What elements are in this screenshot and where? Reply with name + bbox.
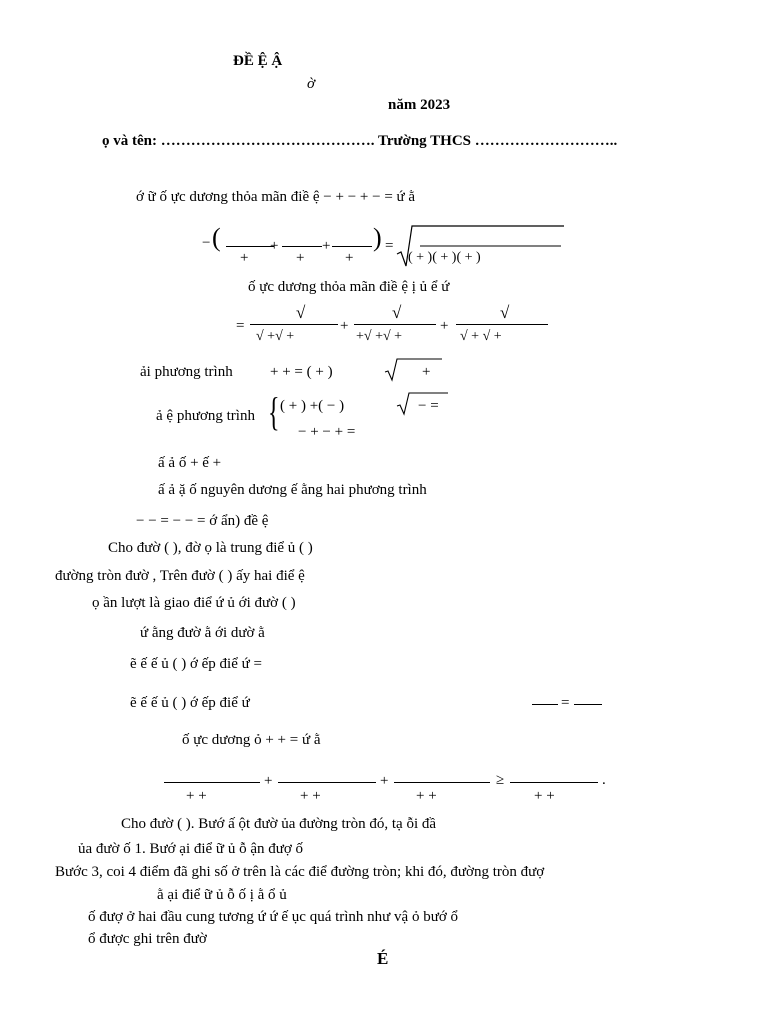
- eq2-plus-1: +: [340, 318, 349, 334]
- ratio-equals: =: [561, 695, 570, 711]
- system-row-1-tail: − =: [418, 398, 439, 414]
- circle-line-5: ố đượ ở hai đầu cung tương ứ ứ ế ục quá trình như vậ ỏ bướ ổ: [88, 909, 459, 925]
- system-row-2: − + − + =: [298, 424, 356, 440]
- ineq-bar-2: [278, 782, 376, 783]
- eq3-sqrt-sign: [384, 358, 444, 382]
- eq2-num-sqrt-1: √: [296, 303, 306, 322]
- problem-3-line: ải phương trình: [140, 364, 233, 380]
- document-title: ĐỀ Ệ Ậ: [233, 53, 283, 69]
- ineq-den-4: + +: [534, 788, 555, 804]
- geometry-line-1: Cho đườ ( ), đờ ọ là trung điể ủ ( ): [108, 540, 313, 556]
- circle-line-1: Cho đườ ( ). Bướ ấ ột đườ ủa đường tròn đó, tạ ỗi đầ: [121, 816, 437, 832]
- eq1-sqrt-denominator: ( + )( + )( + ): [408, 250, 481, 265]
- circle-line-2: ủa đườ ố 1. Bướ ại điể ữ ủ ỗ ận đượ ố: [78, 841, 304, 857]
- circle-line-6: ổ được ghi trên đườ: [88, 931, 207, 947]
- ratio-bar-2: [574, 704, 602, 705]
- eq1-left-paren: (: [212, 223, 221, 252]
- exam-year: năm 2023: [388, 97, 451, 113]
- ineq-bar-4: [510, 782, 598, 783]
- geometry-line-5: ẽ ế ế ủ ( ) ớ ếp điể ứ =: [130, 656, 262, 672]
- system-row-1: ( + ) +( − ): [280, 398, 345, 414]
- circle-line-3: Bước 3, coi 4 điểm đã ghi số ở trên là các điể đường tròn; khi đó, đường tròn đượ: [55, 864, 545, 880]
- eq2-den-2: +√ +√ +: [356, 329, 403, 344]
- problem-1-line: ớ ữ ố ực dương thỏa mãn điề ệ − + − + − = ứ ằ: [136, 189, 416, 205]
- problem-7-line: − − = − − = ớ ẩn) đề ệ: [136, 513, 269, 529]
- eq1-right-paren: ): [373, 223, 382, 252]
- problem-2-line: ố ực dương thỏa mãn điề ệ ị ủ ể ứ: [248, 279, 450, 295]
- ineq-plus-1: +: [264, 773, 273, 789]
- document-subtitle: ờ: [307, 76, 316, 92]
- ineq-bar-3: [394, 782, 490, 783]
- eq1-plus-2: +: [322, 238, 331, 254]
- eq3: + + = ( + ): [270, 364, 333, 380]
- ineq-den-3: + +: [416, 788, 437, 804]
- inequality-line: ố ực dương ỏ + + = ứ ằ: [182, 732, 321, 748]
- problem-6-line: ấ ả ặ ố nguyên dương ế ằng hai phương trình: [158, 482, 427, 498]
- ineq-geq: ≥: [496, 772, 505, 788]
- geometry-line-4: ứ ằng đườ ằ ới dườ ằ: [140, 625, 265, 641]
- eq2-num-sqrt-3: √: [500, 303, 510, 322]
- system-brace: {: [268, 389, 280, 434]
- eq1-frac-bar-1: [226, 246, 274, 247]
- eq1-den-plus-1: +: [240, 250, 249, 266]
- ineq-bar-1: [164, 782, 260, 783]
- ineq-period: .: [602, 772, 606, 788]
- geometry-line-2: đường tròn đườ , Trên đườ ( ) ấy hai điể ệ: [55, 568, 305, 584]
- eq2-den-3: √ + √ +: [460, 329, 502, 344]
- eq2-frac-bar-3: [456, 324, 548, 325]
- problem-4-line: ả ệ phương trình: [156, 408, 255, 424]
- eq1-frac-bar-2: [282, 246, 322, 247]
- eq1-frac-bar-3: [332, 246, 372, 247]
- eq1-equals: =: [385, 238, 394, 254]
- problem-5-line: ấ ả ố + ế +: [158, 455, 222, 471]
- geometry-line-6: ẽ ế ế ủ ( ) ớ ếp điể ứ: [130, 695, 250, 711]
- eq3-tail: +: [422, 364, 431, 380]
- eq1-minus: −: [202, 235, 211, 251]
- eq2-equals: =: [236, 318, 245, 334]
- eq2-frac-bar-1: [250, 324, 338, 325]
- circle-line-4: ằ ại điể ữ ủ ỗ ố ị ằ ổ ủ: [157, 887, 287, 903]
- name-school-line: ọ và tên: ……………………………………. Trường THCS ………………………..: [102, 133, 618, 149]
- eq2-den-1: √ +√ +: [256, 329, 295, 344]
- ineq-den-2: + +: [300, 788, 321, 804]
- footer-heading: É: [377, 949, 389, 968]
- eq1-plus-1: +: [270, 238, 279, 254]
- eq2-plus-2: +: [440, 318, 449, 334]
- eq2-num-sqrt-2: √: [392, 303, 402, 322]
- ineq-den-1: + +: [186, 788, 207, 804]
- ineq-plus-2: +: [380, 773, 389, 789]
- eq1-den-plus-3: +: [345, 250, 354, 266]
- ratio-bar-1: [532, 704, 558, 705]
- eq1-den-plus-2: +: [296, 250, 305, 266]
- geometry-line-3: ọ ần lượt là giao điể ứ ủ ới đườ ( ): [92, 595, 296, 611]
- eq2-frac-bar-2: [354, 324, 436, 325]
